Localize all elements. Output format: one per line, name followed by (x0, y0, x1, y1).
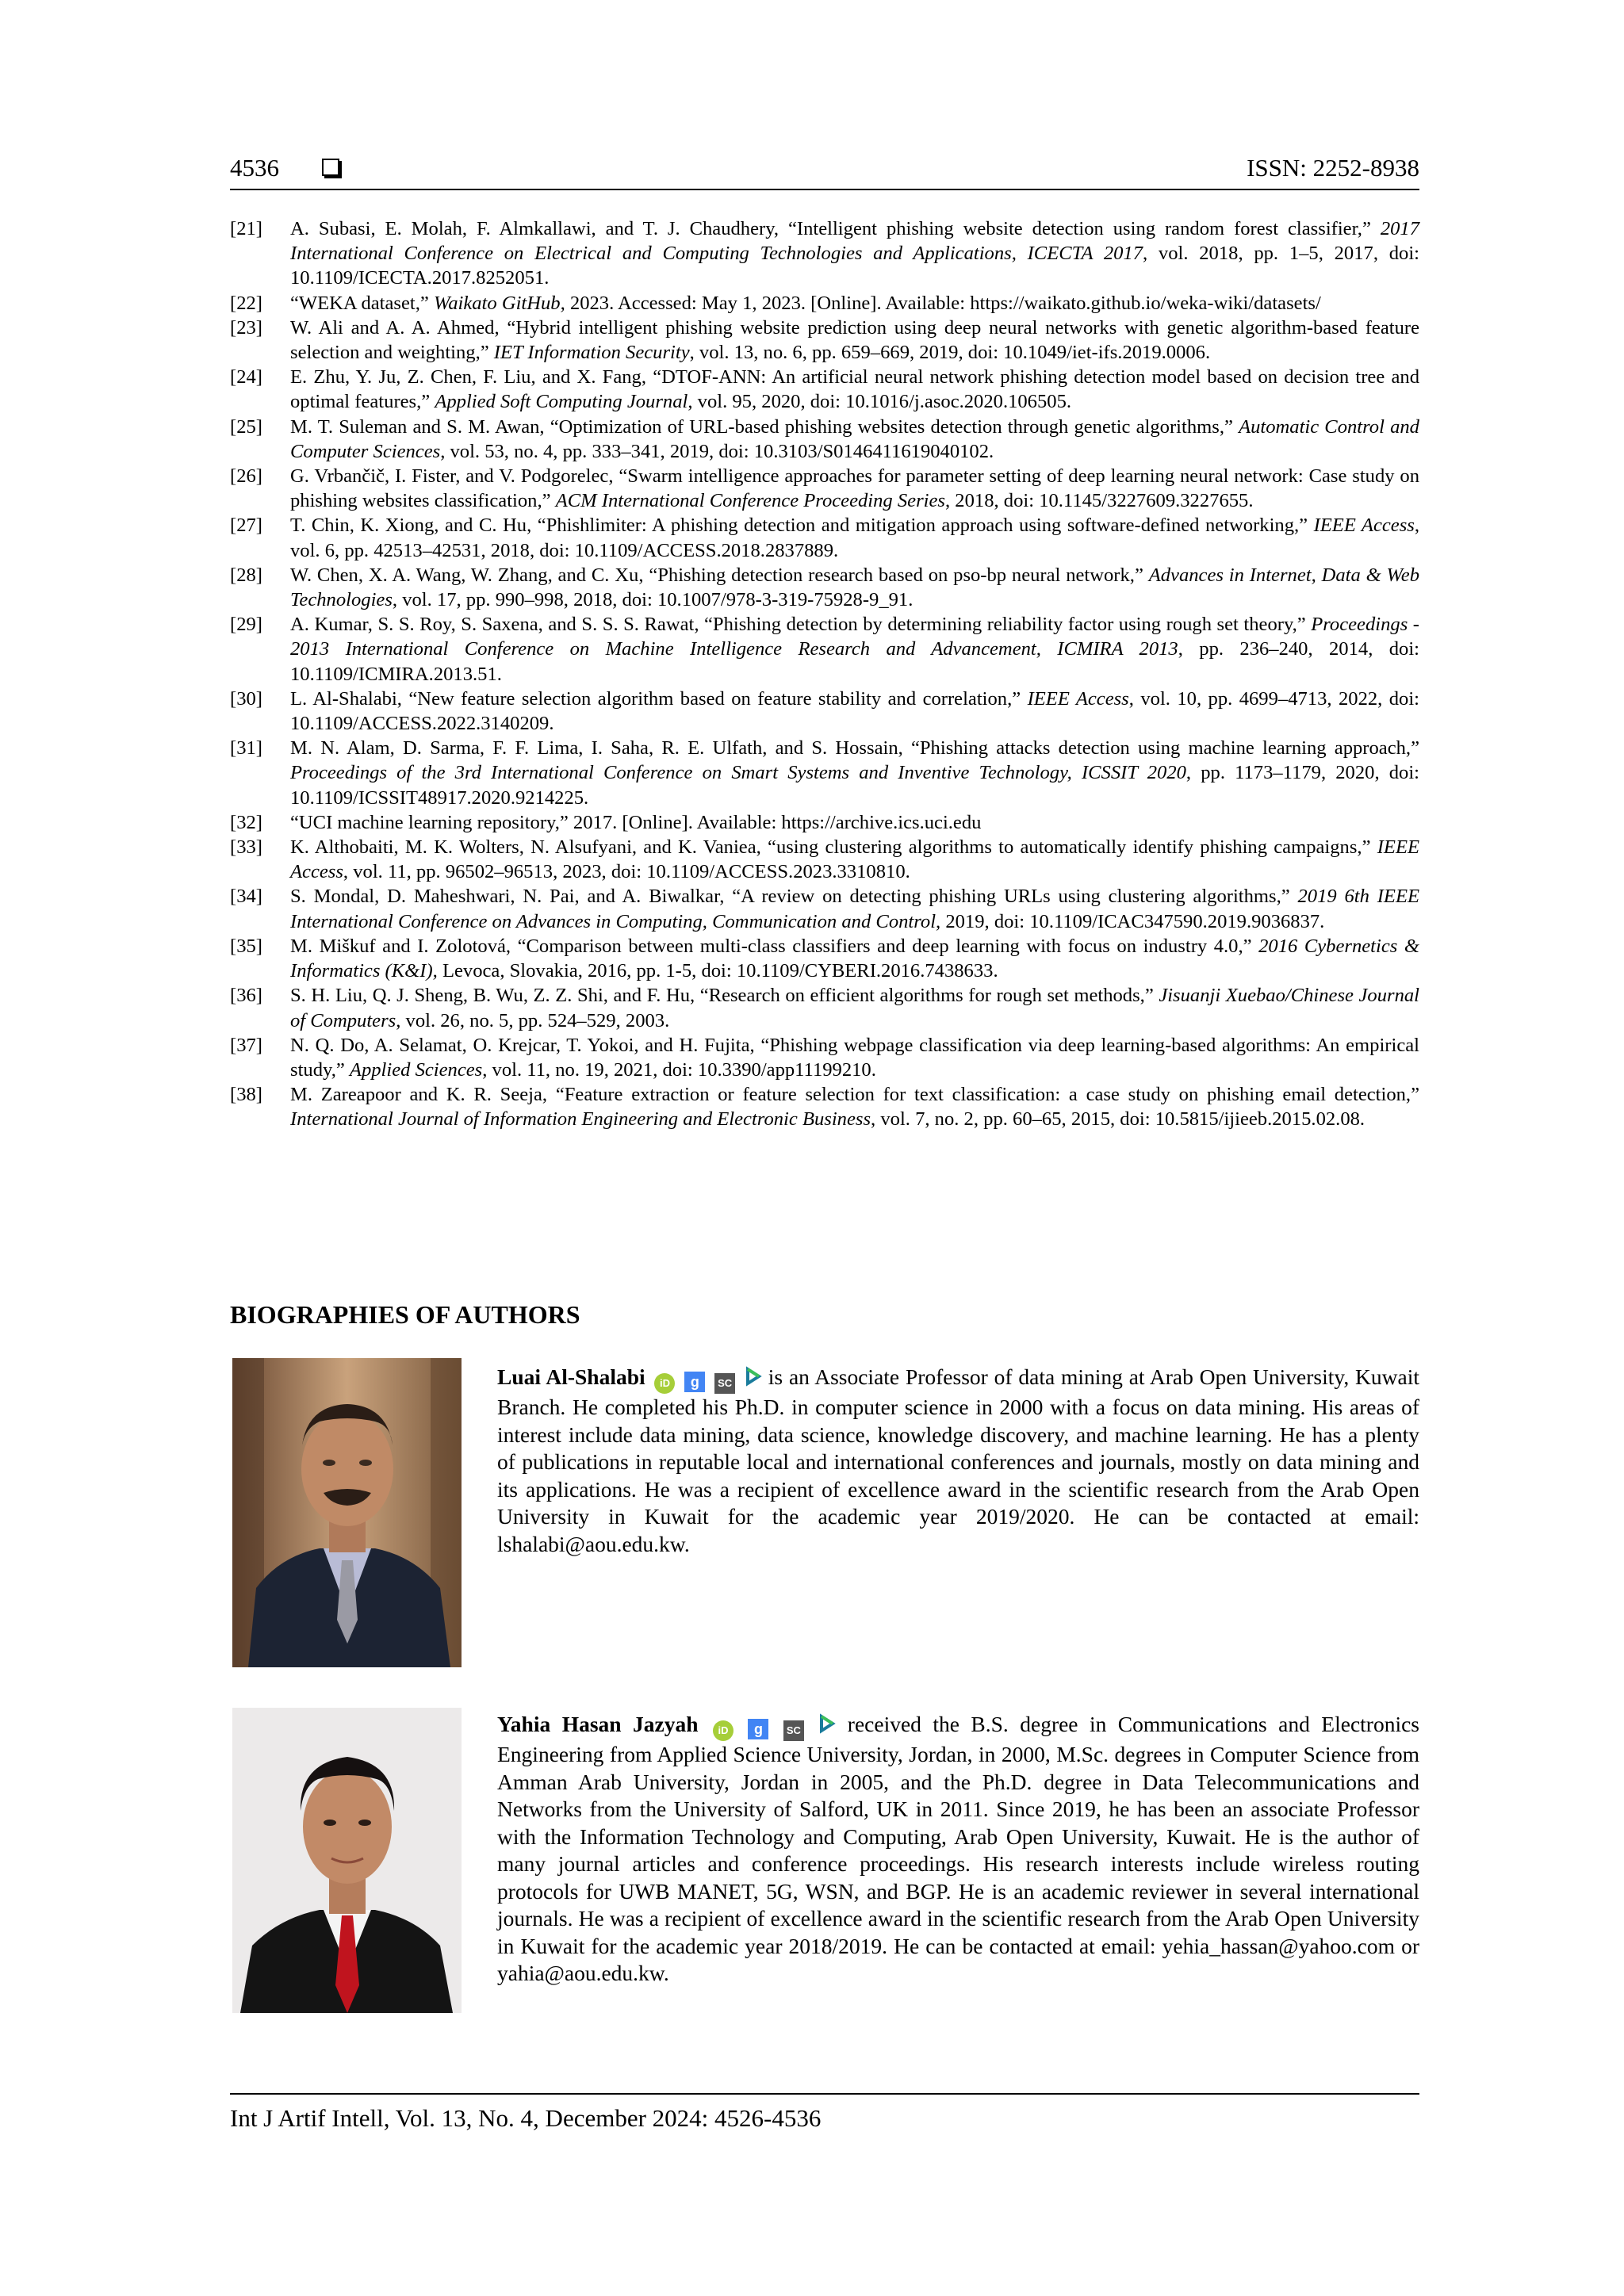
reference-text (290, 291, 1419, 316)
author-bio-text: is an Associate Professor of data mining at Arab Open University, Kuwait Branch. He completed his Ph.D. in computer science in 2000 with a focus on data mining. His areas of interest include data mining, data science, knowledge discovery, and machine learning. He has a plenty of publications in reputable local and international conferences and journals, mostly on data mining and its applications. He was a recipient of excellence award in the scientific research from the Arab Open University in Kuwait for the academic year 2019/2020. He can be contacted at email: lshalabi@aou.edu.kw. (497, 1364, 1420, 1556)
reference-segment: E. Zhu, Y. Ju, Z. Chen, F. Liu, and X. Fang, “DTOF-ANN: An artificial neural network phishing detection model based on decision tree and optimal features,” (290, 366, 1419, 413)
author-name: Luai Al-Shalabi (497, 1364, 645, 1389)
reference-venue: IEEE Access (1027, 687, 1129, 710)
reference-venue: Applied Soft Computing Journal (435, 391, 688, 413)
reference-item (230, 983, 1419, 1032)
reference-item (230, 884, 1419, 933)
reference-segment: , vol. 7, no. 2, pp. 60–65, 2015, doi: 10.5815/ijieeb.2015.02.08. (871, 1108, 1365, 1131)
reference-text (290, 464, 1419, 513)
web-of-science-icon[interactable] (745, 1366, 762, 1387)
reference-text (290, 513, 1419, 562)
google-scholar-icon[interactable]: g (748, 1719, 768, 1739)
author-bio-text: received the B.S. degree in Communications and Electronics Engineering from Applied Science University, Jordan, in 2000, M.Sc. degrees in Computer Science from Amman Arab University, Jordan in 2005, and the Ph.D. degree in Data Telecommunications and Networks from the University of Salford, UK in 2011. Since 2019, he has been an associate Professor with the Information Technology and Computing, Arab Open University, Kuwait. He is the author of many journal articles and conference proceedings. His research interests include wireless routing protocols for UWB MANET, 5G, WSN, and BGP. He is an academic reviewer in several international journals. He was a recipient of excellence award in the scientific research from the Arab Open University in Kuwait for the academic year 2018/2019. He can be contacted at email: yehia_hassan@yahoo.com or yahia@aou.edu.kw. (497, 1712, 1420, 1985)
reference-venue: Waikato GitHub, (433, 292, 565, 314)
reference-item (230, 316, 1419, 365)
reference-number: [35] (230, 935, 262, 957)
reference-segment: A. Subasi, E. Molah, F. Almkallawi, and T. J. Chaudhery, “Intelligent phishing website detection using random forest classifier,” (290, 218, 1381, 239)
reference-segment: M. N. Alam, D. Sarma, F. F. Lima, I. Saha, R. E. Ulfath, and S. Hossain, “Phishing attacks detection using machine learning approach,” (290, 737, 1419, 760)
reference-segment: S. Mondal, D. Maheshwari, N. Pai, and A. Biwalkar, “A review on detecting phishing URLs using clustering algorithms,” (290, 886, 1298, 908)
reference-segment: 2023. Accessed: May 1, 2023. [Online]. Available: https://waikato.github.io/weka-wiki/datasets/ (565, 292, 1321, 314)
reference-number: [29] (230, 614, 262, 636)
reference-venue: 2016 Cybernetics & Informatics (K&I), (290, 935, 1419, 982)
reference-item (230, 563, 1419, 612)
reference-venue: Proceedings of the 3rd International Conference on Smart Systems and Inventive Technology, ICSSIT 2020 (290, 762, 1186, 784)
reference-item (230, 736, 1419, 810)
reference-text (290, 983, 1419, 1032)
reference-item (230, 216, 1419, 291)
reference-item (230, 365, 1419, 414)
scopus-icon[interactable]: SC (714, 1373, 735, 1394)
author-bio-2 (497, 1711, 1419, 1988)
author-photo-2 (232, 1708, 462, 2013)
reference-venue: Automatic Control and Computer Sciences (290, 415, 1419, 462)
reference-venue: Proceedings - 2013 International Conference on Machine Intelligence Research and Advancement, ICMIRA 2013 (290, 614, 1420, 660)
issn-label: ISSN: 2252-8938 (1247, 154, 1419, 182)
reference-text (290, 365, 1419, 414)
reference-text (290, 1033, 1419, 1082)
reference-number: [31] (230, 737, 262, 760)
reference-item (230, 687, 1419, 736)
orcid-icon[interactable]: iD (654, 1373, 675, 1394)
reference-text (290, 835, 1419, 884)
reference-segment: , vol. 95, 2020, doi: 10.1016/j.asoc.2020.106505. (688, 391, 1072, 413)
reference-item (230, 464, 1419, 513)
reference-number: [34] (230, 886, 262, 908)
reference-text (290, 316, 1419, 365)
reference-number: [37] (230, 1034, 262, 1056)
reference-number: [28] (230, 564, 262, 586)
author-name: Yahia Hasan Jazyah (497, 1712, 699, 1736)
google-scholar-icon[interactable]: g (684, 1372, 705, 1392)
reference-item (230, 835, 1419, 884)
reference-segment: , pp. 1173–1179, 2020, doi: 10.1109/ICSSIT48917.2020.9214225. (290, 762, 1419, 809)
reference-text (290, 415, 1419, 464)
reference-venue: 2017 International Conference on Electrical and Computing Technologies and Applications, ICECTA 2017 (290, 218, 1419, 265)
reference-text (290, 810, 1419, 835)
reference-segment: Levoca, Slovakia, 2016, pp. 1-5, doi: 10.1109/CYBERI.2016.7438633. (437, 960, 998, 982)
reference-text (290, 884, 1419, 933)
reference-segment: “WEKA dataset,” (290, 292, 434, 314)
reference-segment: , pp. 236–240, 2014, doi: 10.1109/ICMIRA.2013.51. (290, 638, 1419, 685)
orcid-icon[interactable]: iD (713, 1720, 733, 1741)
reference-venue: IEEE Access (290, 836, 1419, 883)
reference-number: [22] (230, 292, 262, 314)
reference-item (230, 1033, 1419, 1082)
reference-venue: Applied Sciences (349, 1058, 483, 1081)
reference-segment: 2019, doi: 10.1109/ICAC347590.2019.9036837. (940, 910, 1325, 932)
reference-segment: , vol. 11, no. 19, 2021, doi: 10.3390/app11199210. (482, 1058, 876, 1081)
reference-text (290, 736, 1419, 810)
reference-segment: , vol. 53, no. 4, pp. 333–341, 2019, doi: 10.3103/S0146411619040102. (440, 440, 994, 462)
reference-text (290, 612, 1419, 687)
web-of-science-icon[interactable] (818, 1713, 836, 1734)
footer-citation: Int J Artif Intell, Vol. 13, No. 4, December 2024: 4526-4536 (230, 2104, 822, 2132)
page-footer (230, 2093, 1419, 2133)
page-number: 4536 (230, 154, 279, 182)
reference-number: [36] (230, 985, 262, 1007)
reference-venue: Jisuanji Xuebao/Chinese Journal of Computers (290, 985, 1420, 1031)
reference-item (230, 810, 1419, 835)
reference-segment: N. Q. Do, A. Selamat, O. Krejcar, T. Yokoi, and H. Fujita, “Phishing webpage classification via deep learning-based algorithms: An empirical study,” (290, 1034, 1419, 1081)
scopus-icon[interactable]: SC (783, 1720, 804, 1741)
reference-number: [21] (230, 218, 262, 239)
reference-number: [27] (230, 515, 262, 537)
reference-segment: W. Ali and A. A. Ahmed, “Hybrid intelligent phishing website prediction using deep neural networks with genetic algorithm-based feature selection and weighting,” (290, 316, 1419, 364)
reference-segment: M. Miškuf and I. Zolotová, “Comparison between multi-class classifiers and deep learning with focus on industry 4.0,” (290, 935, 1259, 957)
reference-segment: M. Zareapoor and K. R. Seeja, “Feature extraction or feature selection for text classification: a case study on phishing email detection,” (290, 1084, 1419, 1106)
reference-segment: K. Althobaiti, M. K. Wolters, N. Alsufyani, and K. Vaniea, “using clustering algorithms to automatically identify phishing campaigns,” (290, 836, 1377, 859)
reference-number: [33] (230, 836, 262, 859)
reference-segment: , vol. 10, pp. 4699–4713, 2022, doi: 10.1109/ACCESS.2022.3140209. (290, 687, 1420, 735)
reference-item (230, 291, 1419, 316)
reference-venue: 2019 6th IEEE International Conference on Advances in Computing, Communication and Control, (290, 886, 1419, 932)
reference-segment: S. H. Liu, Q. J. Sheng, B. Wu, Z. Z. Shi, and F. Hu, “Research on efficient algorithms for rough set methods,” (290, 985, 1159, 1007)
reference-venue: International Journal of Information Engineering and Electronic Business (290, 1108, 871, 1131)
reference-segment: , vol. 17, pp. 990–998, 2018, doi: 10.1007/978-3-319-75928-9_91. (392, 589, 914, 611)
reference-segment: A. Kumar, S. S. Roy, S. Saxena, and S. S. S. Rawat, “Phishing detection by determining reliability factor using rough set theory,” (290, 614, 1312, 636)
reference-list (230, 216, 1419, 1132)
reference-number: [32] (230, 811, 262, 833)
reference-segment: W. Chen, X. A. Wang, W. Zhang, and C. Xu, “Phishing detection research based on pso-bp neural network,” (290, 564, 1149, 586)
author-bio-1 (497, 1364, 1419, 1558)
reference-segment: M. T. Suleman and S. M. Awan, “Optimization of URL-based phishing websites detection through genetic algorithms,” (290, 415, 1239, 438)
biographies-heading: BIOGRAPHIES OF AUTHORS (230, 1300, 580, 1329)
author-photo-1 (232, 1358, 462, 1667)
reference-venue: Advances in Internet, Data & Web Technologies (290, 564, 1419, 611)
page-header (230, 154, 1419, 190)
reference-number: [26] (230, 465, 262, 488)
reference-venue: IEEE Access (1313, 515, 1415, 537)
reference-text (290, 1082, 1419, 1131)
reference-number: [38] (230, 1084, 262, 1106)
reference-text (290, 216, 1419, 291)
reference-number: [23] (230, 316, 262, 339)
reference-number: [24] (230, 366, 262, 388)
reference-number: [30] (230, 687, 262, 710)
reference-venue: IET Information Security (493, 342, 690, 364)
reference-segment: , vol. 26, no. 5, pp. 524–529, 2003. (396, 1009, 670, 1031)
reference-segment: , 2018, doi: 10.1145/3227609.3227655. (945, 490, 1254, 512)
square-icon (322, 159, 339, 176)
reference-segment: , vol. 11, pp. 96502–96513, 2023, doi: 10.1109/ACCESS.2023.3310810. (343, 861, 910, 883)
reference-segment: “UCI machine learning repository,” 2017. [Online]. Available: https://archive.ics.uci.edu (290, 811, 982, 833)
reference-text (290, 687, 1419, 736)
reference-item (230, 513, 1419, 562)
reference-segment: G. Vrbančič, I. Fister, and V. Podgorelec, “Swarm intelligence approaches for parameter setting of deep learning neural network: Case study on phishing websites classification,” (290, 465, 1419, 512)
reference-item (230, 934, 1419, 983)
reference-segment: , vol. 13, no. 6, pp. 659–669, 2019, doi: 10.1049/iet-ifs.2019.0006. (689, 342, 1211, 364)
reference-segment: T. Chin, K. Xiong, and C. Hu, “Phishlimiter: A phishing detection and mitigation approach using software-defined networking,” (290, 515, 1314, 537)
reference-item (230, 415, 1419, 464)
reference-text (290, 934, 1419, 983)
reference-venue: ACM International Conference Proceeding Series (555, 490, 945, 512)
reference-item (230, 612, 1419, 687)
reference-segment: L. Al-Shalabi, “New feature selection algorithm based on feature stability and correlation,” (290, 687, 1028, 710)
reference-number: [25] (230, 415, 262, 438)
reference-text (290, 563, 1419, 612)
reference-segment: , vol. 2018, pp. 1–5, 2017, doi: 10.1109/ICECTA.2017.8252051. (290, 243, 1419, 289)
reference-segment: , vol. 6, pp. 42513–42531, 2018, doi: 10.1109/ACCESS.2018.2837889. (290, 515, 1419, 561)
reference-item (230, 1082, 1419, 1131)
